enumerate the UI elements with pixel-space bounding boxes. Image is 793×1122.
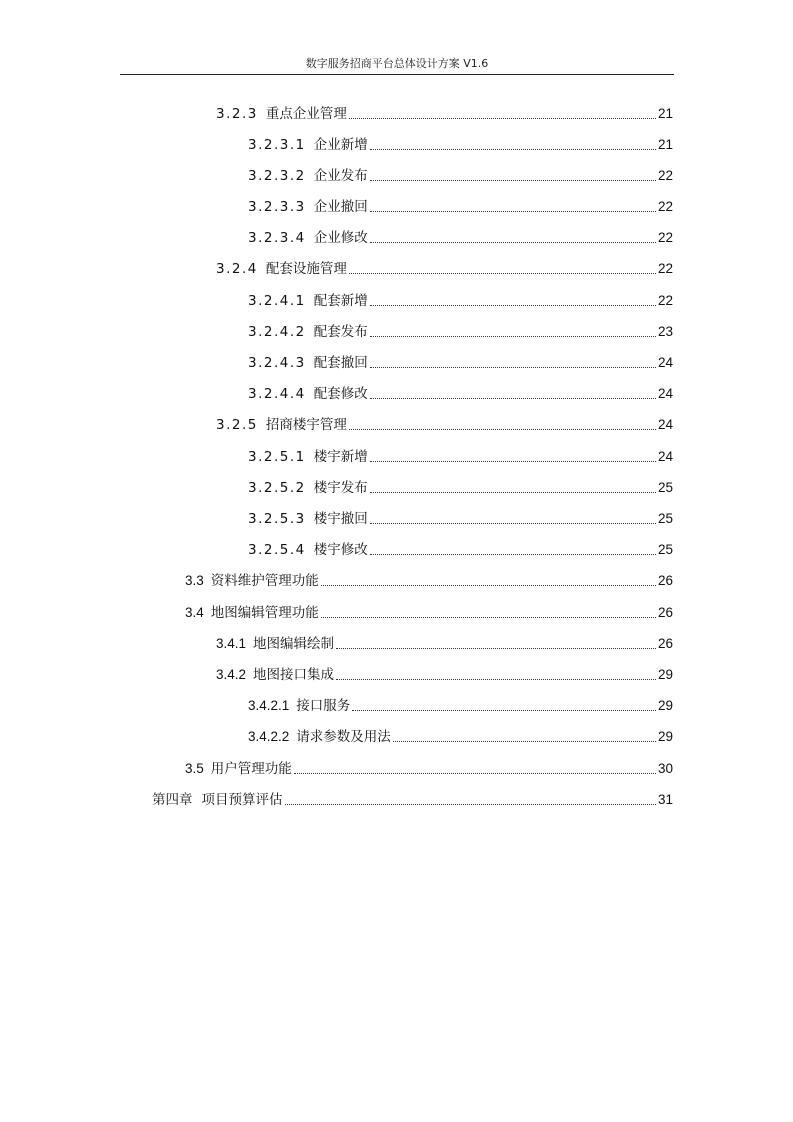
toc-entry-title: 地图编辑管理功能: [210, 605, 319, 621]
dot-leader: [370, 492, 656, 493]
toc-entry-page: 26: [657, 573, 673, 588]
toc-entry-label: [248, 292, 368, 310]
toc-entry-title: 楼宇新增: [313, 449, 368, 465]
dot-leader: [370, 211, 656, 212]
toc-entry[interactable]: [248, 225, 673, 247]
toc-entry-number: 3.4.1: [216, 636, 247, 651]
dot-leader: [285, 804, 656, 805]
toc-entry-label: [248, 167, 368, 185]
document-title: 数字服务招商平台总体设计方案 V1.6: [305, 57, 489, 70]
toc-entry-number: 3.2.4.3: [248, 355, 306, 371]
toc-entry-title: 重点企业管理: [265, 106, 347, 122]
toc-entry-title: 楼宇撤回: [313, 511, 368, 527]
toc-entry[interactable]: [248, 475, 673, 497]
dot-leader: [370, 554, 656, 555]
toc-entry-page: 22: [657, 230, 673, 245]
toc-entry[interactable]: [248, 194, 673, 216]
dot-leader: [321, 617, 656, 618]
toc-entry-number: 3.4.2: [216, 667, 247, 682]
toc-entry[interactable]: [248, 537, 673, 559]
toc-entry-label: [248, 541, 368, 559]
toc-entry-number: 3.2.3.2: [248, 168, 306, 184]
toc-entry-title: 用户管理功能: [210, 761, 292, 777]
toc-entry-number: 3.2.5.1: [248, 449, 306, 465]
dot-leader: [336, 679, 656, 680]
toc-entry-label: [248, 198, 368, 216]
dot-leader: [370, 180, 656, 181]
toc-entry-label: [185, 572, 319, 590]
toc-entry-label: [248, 229, 368, 247]
toc-entry-label: [248, 479, 368, 497]
toc-entry-page: 31: [657, 792, 673, 807]
toc-entry-label: [216, 260, 347, 278]
toc-entry-number: 3.3: [185, 573, 204, 588]
toc-entry-number: 3.2.4.2: [248, 324, 306, 340]
toc-entry-page: 24: [657, 417, 673, 432]
toc-entry-number: 第四章: [152, 792, 193, 808]
toc-entry-number: 3.2.3.3: [248, 199, 306, 215]
toc-entry[interactable]: [248, 506, 673, 528]
toc-entry-page: 30: [657, 761, 673, 776]
toc-entry-page: 22: [657, 168, 673, 183]
toc-entry-number: 3.2.4: [216, 261, 258, 277]
toc-entry-page: 29: [657, 729, 673, 744]
dot-leader: [352, 710, 656, 711]
toc-entry-title: 地图接口集成: [253, 667, 335, 683]
toc-entry-title: 企业撤回: [313, 199, 368, 215]
toc-entry[interactable]: [152, 787, 673, 809]
toc-entry-page: 22: [657, 293, 673, 308]
toc-entry-title: 招商楼宇管理: [265, 417, 347, 433]
toc-entry-number: 3.2.3.1: [248, 137, 306, 153]
toc-entry-title: 资料维护管理功能: [210, 573, 319, 589]
dot-leader: [370, 305, 656, 306]
toc-entry-title: 企业发布: [313, 168, 368, 184]
toc-entry-page: 29: [657, 698, 673, 713]
toc-entry-page: 29: [657, 667, 673, 682]
toc-entry-page: 26: [657, 605, 673, 620]
toc-entry-number: 3.2.5.4: [248, 542, 306, 558]
dot-leader: [370, 242, 656, 243]
toc-entry-number: 3.2.3.4: [248, 230, 306, 246]
toc-entry[interactable]: [248, 693, 673, 715]
toc-entry-title: 楼宇发布: [313, 480, 368, 496]
toc-entry-page: 22: [657, 199, 673, 214]
toc-entry-number: 3.2.5.3: [248, 511, 306, 527]
toc-entry-title: 配套新增: [313, 293, 368, 309]
dot-leader: [349, 429, 656, 430]
dot-leader: [370, 398, 656, 399]
toc-entry-number: 3.2.4.4: [248, 386, 306, 402]
toc-entry-label: [185, 604, 319, 622]
toc-entry-title: 配套撤回: [313, 355, 368, 371]
toc-entry-page: 21: [657, 106, 673, 121]
toc-entry-label: [185, 760, 292, 778]
dot-leader: [294, 773, 656, 774]
toc-entry-label: [216, 635, 334, 653]
dot-leader: [321, 585, 656, 586]
toc-entry[interactable]: [216, 631, 673, 653]
dot-leader: [336, 648, 656, 649]
dot-leader: [349, 118, 656, 119]
toc-entry-label: [248, 385, 368, 403]
toc-entry-title: 企业新增: [313, 137, 368, 153]
toc-entry-label: [152, 791, 283, 809]
toc-entry-number: 3.2.3: [216, 106, 258, 122]
toc-entry-label: [216, 666, 334, 684]
toc-entry-title: 配套发布: [313, 324, 368, 340]
toc-entry-title: 配套设施管理: [265, 261, 347, 277]
toc-entry-page: 25: [657, 542, 673, 557]
toc-entry-page: 23: [657, 324, 673, 339]
toc-entry-number: 3.2.5.2: [248, 480, 306, 496]
dot-leader: [370, 523, 656, 524]
toc-entry-title: 项目预算评估: [201, 792, 283, 808]
toc-entry-label: [216, 416, 347, 434]
toc-entry-number: 3.4.2.2: [248, 729, 290, 744]
dot-leader: [349, 273, 656, 274]
toc-entry-number: 3.4: [185, 605, 204, 620]
toc-entry-page: 22: [657, 261, 673, 276]
toc-entry[interactable]: [248, 163, 673, 185]
toc-entry-page: 26: [657, 636, 673, 651]
toc-entry[interactable]: [216, 662, 673, 684]
toc-entry-label: [248, 136, 368, 154]
dot-leader: [370, 336, 656, 337]
toc-entry-label: [248, 728, 391, 746]
toc-entry[interactable]: [216, 256, 673, 278]
dot-leader: [370, 149, 656, 150]
toc-entry[interactable]: [185, 568, 673, 590]
toc-entry-page: 24: [657, 386, 673, 401]
toc-entry-label: [248, 354, 368, 372]
toc-entry[interactable]: [248, 381, 673, 403]
dot-leader: [370, 367, 656, 368]
toc-entry-number: 3.4.2.1: [248, 698, 290, 713]
toc-entry-label: [248, 697, 350, 715]
toc-entry-page: 25: [657, 480, 673, 495]
toc-entry[interactable]: [248, 288, 673, 310]
toc-entry-page: 24: [657, 449, 673, 464]
toc-entry-title: 接口服务: [296, 698, 351, 714]
toc-entry-number: 3.5: [185, 761, 204, 776]
toc-entry-title: 企业修改: [313, 230, 368, 246]
dot-leader: [393, 741, 656, 742]
toc-entry[interactable]: [248, 132, 673, 154]
toc-entry[interactable]: [248, 444, 673, 466]
toc-entry[interactable]: [216, 101, 673, 123]
page-header: [120, 56, 674, 75]
toc-entry-page: 21: [657, 137, 673, 152]
toc-entry[interactable]: [216, 412, 673, 434]
toc-entry-label: [248, 448, 368, 466]
toc-entry[interactable]: [248, 319, 673, 341]
toc-entry-page: 25: [657, 511, 673, 526]
toc-entry-label: [216, 105, 347, 123]
toc-entry-title: 配套修改: [313, 386, 368, 402]
toc-entry-label: [248, 510, 368, 528]
toc-entry[interactable]: [248, 724, 673, 746]
toc-entry[interactable]: [248, 350, 673, 372]
toc-entry-label: [248, 323, 368, 341]
toc-entry-number: 3.2.5: [216, 417, 258, 433]
toc-entry-number: 3.2.4.1: [248, 293, 306, 309]
toc-entry-title: 请求参数及用法: [296, 729, 391, 745]
toc-entry[interactable]: [185, 600, 673, 622]
toc-entry-page: 24: [657, 355, 673, 370]
dot-leader: [370, 461, 656, 462]
toc-entry-title: 地图编辑绘制: [253, 636, 335, 652]
toc-entry[interactable]: [185, 756, 673, 778]
toc-entry-title: 楼宇修改: [313, 542, 368, 558]
